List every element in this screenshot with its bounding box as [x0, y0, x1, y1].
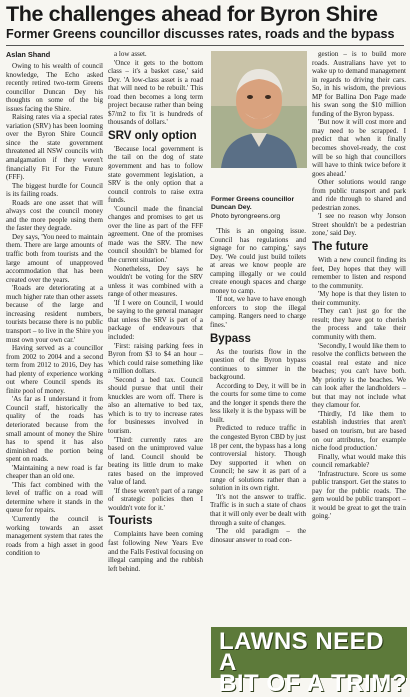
column-1 — [6, 50, 103, 558]
article-headline: The challenges ahead for Byron Shire — [6, 2, 378, 26]
paragraph: 'If these weren't part of a range of strategic policies then I wouldn't vote for it.' — [108, 486, 203, 512]
paragraph: 'Third: currently rates are based on the unimproved value of land. Council should be beating its little drum to make rates based on the improved value of land. — [108, 435, 203, 487]
future-subheading: The future — [312, 241, 369, 254]
byline: Aslan Shand — [6, 50, 51, 59]
paragraph: 'If I were on Council, I would be saying to the general manager that unless the SRV is part of a package of endeavours that included: — [108, 298, 203, 341]
paragraph: With a new council finding its feet, Dey hopes that they will remember to listen and respond to the community. — [312, 256, 406, 290]
paragraph: 'Thirdly, I'd like them to establish industries that aren't based on tourism, but are based on our attributes, for example niche food production.' — [312, 409, 406, 453]
paragraph: Finally, what would make this council remarkable? — [312, 452, 406, 470]
paragraph: 'Once it gets to the bottom class – it's a basket case,' said Dey. 'A low-class asset is a road that will need to be rebuilt.' This road then becomes a long term project because rather than being $7/m2 to fix 'it is hundreds of thousands of dollars.' — [108, 58, 203, 127]
col2-body-c — [108, 530, 203, 573]
col2-body-b — [108, 145, 203, 513]
paragraph: 'Because local government is the tail on the dog of state government and has to follow state government legislation, a SRV is the only option that a council controls to raise extra funds. — [108, 144, 203, 205]
paragraph: The biggest hurdle for Council is its failing roads. — [6, 181, 103, 199]
paragraph: 'Roads are deteriorating at a much higher rate than other assets because of the large and increasing resident numbers, tourists because there is no public transport – to live in the Shire you must own your own car.' — [6, 284, 103, 344]
paragraph: 'First: raising parking fees in Byron from $3 to $4 an hour – which could raise something like a million dollars. — [108, 341, 203, 376]
column-4 — [312, 50, 406, 521]
paragraph: Complaints have been coming fast following New Years Eve and the Falls Festival focusing on illegal camping and the rubbish left behind. — [108, 530, 203, 573]
paragraph: 'Second a bed tax. Council should pursue that until their knuckles are worn off. There is also an alternative to bed tax, which is to try to increase rates for businesses involved in tourism. — [108, 375, 203, 435]
portrait-illustration — [211, 51, 307, 168]
col4-body-b — [312, 256, 406, 521]
paragraph: 'Infrastructure. Score us some public transport. Get the states to pay for the public roads. The gem would be public transport – it would be great to get the train going.' — [312, 469, 406, 521]
paragraph: Dey says, 'You need to maintain them. There are large amounts of traffic both from tourists and the large amount of unapproved accommodation that has been created over the years. — [6, 232, 103, 284]
column-2 — [108, 50, 203, 573]
paragraph: gestion – is to build more roads. Australians have yet to wake up to demand management in regards to driving their cars. So, in his wisdom, the previous MP for Ballina Don Page made his swan song the $10 million funding of the Byron bypass. — [312, 50, 406, 118]
caption-text: Former Greens councillor Duncan Dey. — [211, 196, 295, 212]
col4-body-a — [312, 50, 406, 238]
paragraph: 'Maintaining a new road is far cheaper than an old one. — [6, 463, 103, 481]
paragraph: 'My hope is that they listen to their community. — [312, 290, 406, 307]
paragraph: 'Currently the council is working towards an asset management system that rates the roads from a high asset in good condition to — [6, 514, 103, 558]
column-3 — [210, 227, 306, 544]
paragraph: 'This fact combined with the level of traffic on a road will determine where it stands in the queue for repairs. — [6, 480, 103, 515]
paragraph: 'I see no reason why Jonson Street shouldn't be a pedestrian zone,' said Dey. — [312, 212, 406, 238]
paragraph: Predicted to reduce traffic in the congested Byron CBD by just 18 per cent, the bypass has a long controversial history. Though Dey supported it when on Council; he saw it as part of a range of solutions rather than a solution in its own right. — [210, 424, 306, 493]
advert-line-1: LAWNS NEED A — [219, 628, 385, 676]
photo-caption — [211, 196, 307, 221]
srv-subheading: SRV only option — [108, 129, 197, 142]
paragraph: Nonetheless, Dey says he wouldn't be voting for the SRV unless it was combined with a range of other measures. — [108, 264, 203, 299]
col3-body-a — [210, 227, 306, 330]
paragraph: 'This is an ongoing issue. Council has regulations and signage for no camping,' says Dey. 'We could just build toilets at areas we know people are camping illegally or we could create enough spaces and charge money to camp. — [210, 227, 306, 295]
paragraph: 'It's not the answer to traffic. Traffic is in such a state of chaos that it will only ever be dealt with through a suite of changes. — [210, 492, 306, 527]
col2-body-a — [108, 50, 203, 127]
paragraph: As the tourists flow in the question of the Byron bypass continues to simmer in the background. — [210, 347, 306, 382]
paragraph: 'Secondly, I would like them to resolve the conflicts between the coastal real estate and nice beaches; you can't have both. My priority is the beaches. We can look after the landholders – but that may not include what they clamour for. — [312, 341, 406, 410]
paragraph: Other solutions would range from public transport and park and ride through to shared and pedestrian zones. — [312, 178, 406, 212]
advert-headline — [219, 628, 407, 697]
headline-divider — [6, 45, 404, 46]
paragraph: 'If not, we have to have enough enforcers to stop the illegal camping. Rangers need to charge fines.' — [210, 295, 306, 330]
paragraph: Having served as a councillor from 2002 to 2004 and a second term from 2012 to 2016, Dey has had plenty of experience working out where Council spends its finite pool of money. — [6, 344, 103, 395]
paragraph: 'As far as I understand it from Council staff, historically the quality of the roads has deteriorated because from the small amount of money the Shire has to spend it has also diminished the portion being spent on roads. — [6, 395, 103, 464]
paragraph: 'Council made the financial changes and promises to get us over the line as part of the FFF agreement. One of the promises made was the SRV. The new council shouldn't be blamed for the current situation.' — [108, 204, 203, 265]
paragraph: Roads are one asset that will always cost the council money and the more people using them the faster they degrade. — [6, 198, 103, 233]
paragraph: 'But now it will cost more and may need to be scrapped. I predict that when it finally becomes shovel-ready, the cost will be so high that councillors will have to think twice before it goes ahead.' — [312, 118, 406, 178]
lawn-service-advert[interactable] — [211, 627, 407, 697]
paragraph: Owing to his wealth of council knowledge, The Echo asked recently retired two-term Greens councillor Duncan Dey his thoughts on some of the big issues facing the Shire. — [6, 62, 103, 113]
article-subheadline: Former Greens councillor discusses rates, roads and the bypass — [6, 27, 395, 41]
tourists-subheading: Tourists — [108, 515, 153, 528]
advert-line-2: BIT OF A TRIM? — [219, 670, 407, 697]
photo-credit: Photo byrongreens.org — [211, 212, 281, 220]
paragraph: 'They can't just go for the result; they have got to cherish the process and take their community with them. — [312, 307, 406, 341]
paragraph: a low asset. — [114, 50, 147, 58]
col3-body-b — [210, 348, 306, 545]
paragraph: According to Dey, it will be in the courts for some time to come and the longer it spends there the less likely it is the bypass will be built. — [210, 381, 306, 424]
col1-body — [6, 62, 103, 558]
bypass-subheading: Bypass — [210, 332, 251, 345]
paragraph: 'The old paradigm – the dinosaur answer to road con- — [210, 527, 306, 544]
duncan-dey-photo — [211, 51, 307, 168]
paragraph: Raising rates via a special rates variation (SRV) has been looming over the Byron Shire Council since the state government threatened all NSW councils with amalgamation if they weren't financially Fit For the Future (FFF). — [6, 113, 103, 182]
